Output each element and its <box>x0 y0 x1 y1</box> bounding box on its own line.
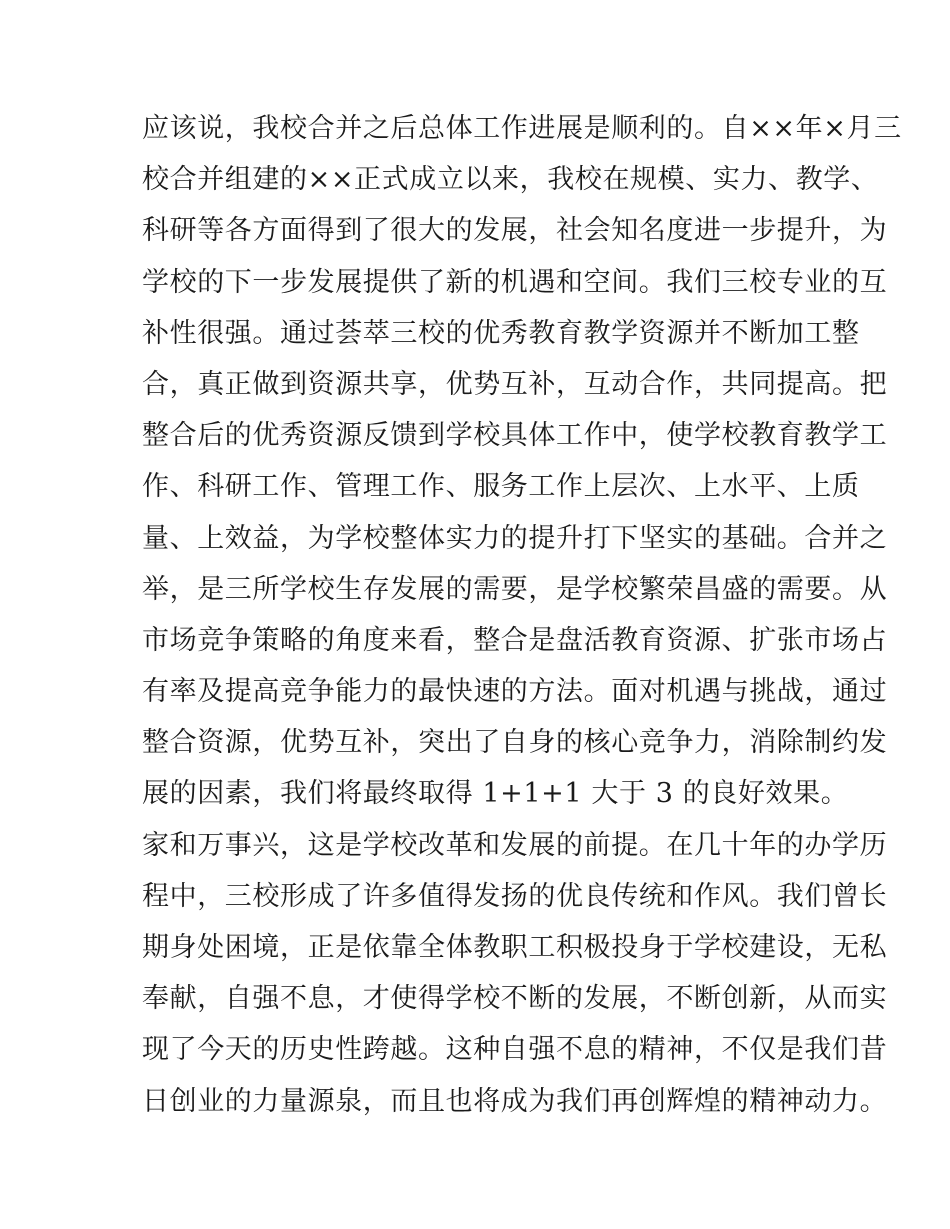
text-line: 展的因素，我们将最终取得 1+1+1 大于 3 的良好效果。 <box>142 778 849 810</box>
paragraph-unity-spirit <box>142 820 888 1127</box>
text-line: 补性很强。通过荟萃三校的优秀教育教学资源并不断加工整 <box>142 317 860 349</box>
body-text <box>142 103 902 1127</box>
text-line: 科研等各方面得到了很大的发展，社会知名度进一步提升，为 <box>142 215 888 247</box>
text-line: 整合后的优秀资源反馈到学校具体工作中，使学校教育教学工 <box>142 420 888 452</box>
text-line: 学校的下一步发展提供了新的机遇和空间。我们三校专业的互 <box>142 266 888 298</box>
text-line: 量、上效益，为学校整体实力的提升打下坚实的基础。合并之 <box>142 522 888 554</box>
text-line: 市场竞争策略的角度来看，整合是盘活教育资源、扩张市场占 <box>142 624 888 656</box>
text-line: 日创业的力量源泉，而且也将成为我们再创辉煌的精神动力。 <box>142 1085 888 1117</box>
text-line: 家和万事兴，这是学校改革和发展的前提。在几十年的办学历 <box>142 829 888 861</box>
text-line: 校合并组建的××正式成立以来，我校在规模、实力、教学、 <box>142 164 879 196</box>
text-line: 奉献，自强不息，才使得学校不断的发展，不断创新，从而实 <box>142 983 888 1015</box>
text-line: 现了今天的历史性跨越。这种自强不息的精神，不仅是我们昔 <box>142 1034 888 1066</box>
text-line: 程中，三校形成了许多值得发扬的优良传统和作风。我们曾长 <box>142 880 888 912</box>
text-line: 作、科研工作、管理工作、服务工作上层次、上水平、上质 <box>142 471 860 503</box>
text-line: 有率及提高竞争能力的最快速的方法。面对机遇与挑战，通过 <box>142 676 888 708</box>
text-line: 期身处困境，正是依靠全体教职工积极投身于学校建设，无私 <box>142 932 888 963</box>
paragraph-merger-progress <box>142 103 902 820</box>
text-line: 应该说，我校合并之后总体工作进展是顺利的。自××年×月三 <box>142 113 902 144</box>
text-line: 合，真正做到资源共享，优势互补，互动合作，共同提高。把 <box>142 368 888 400</box>
text-line: 举，是三所学校生存发展的需要，是学校繁荣昌盛的需要。从 <box>142 573 888 605</box>
text-line: 整合资源，优势互补，突出了自身的核心竞争力，消除制约发 <box>142 727 888 759</box>
